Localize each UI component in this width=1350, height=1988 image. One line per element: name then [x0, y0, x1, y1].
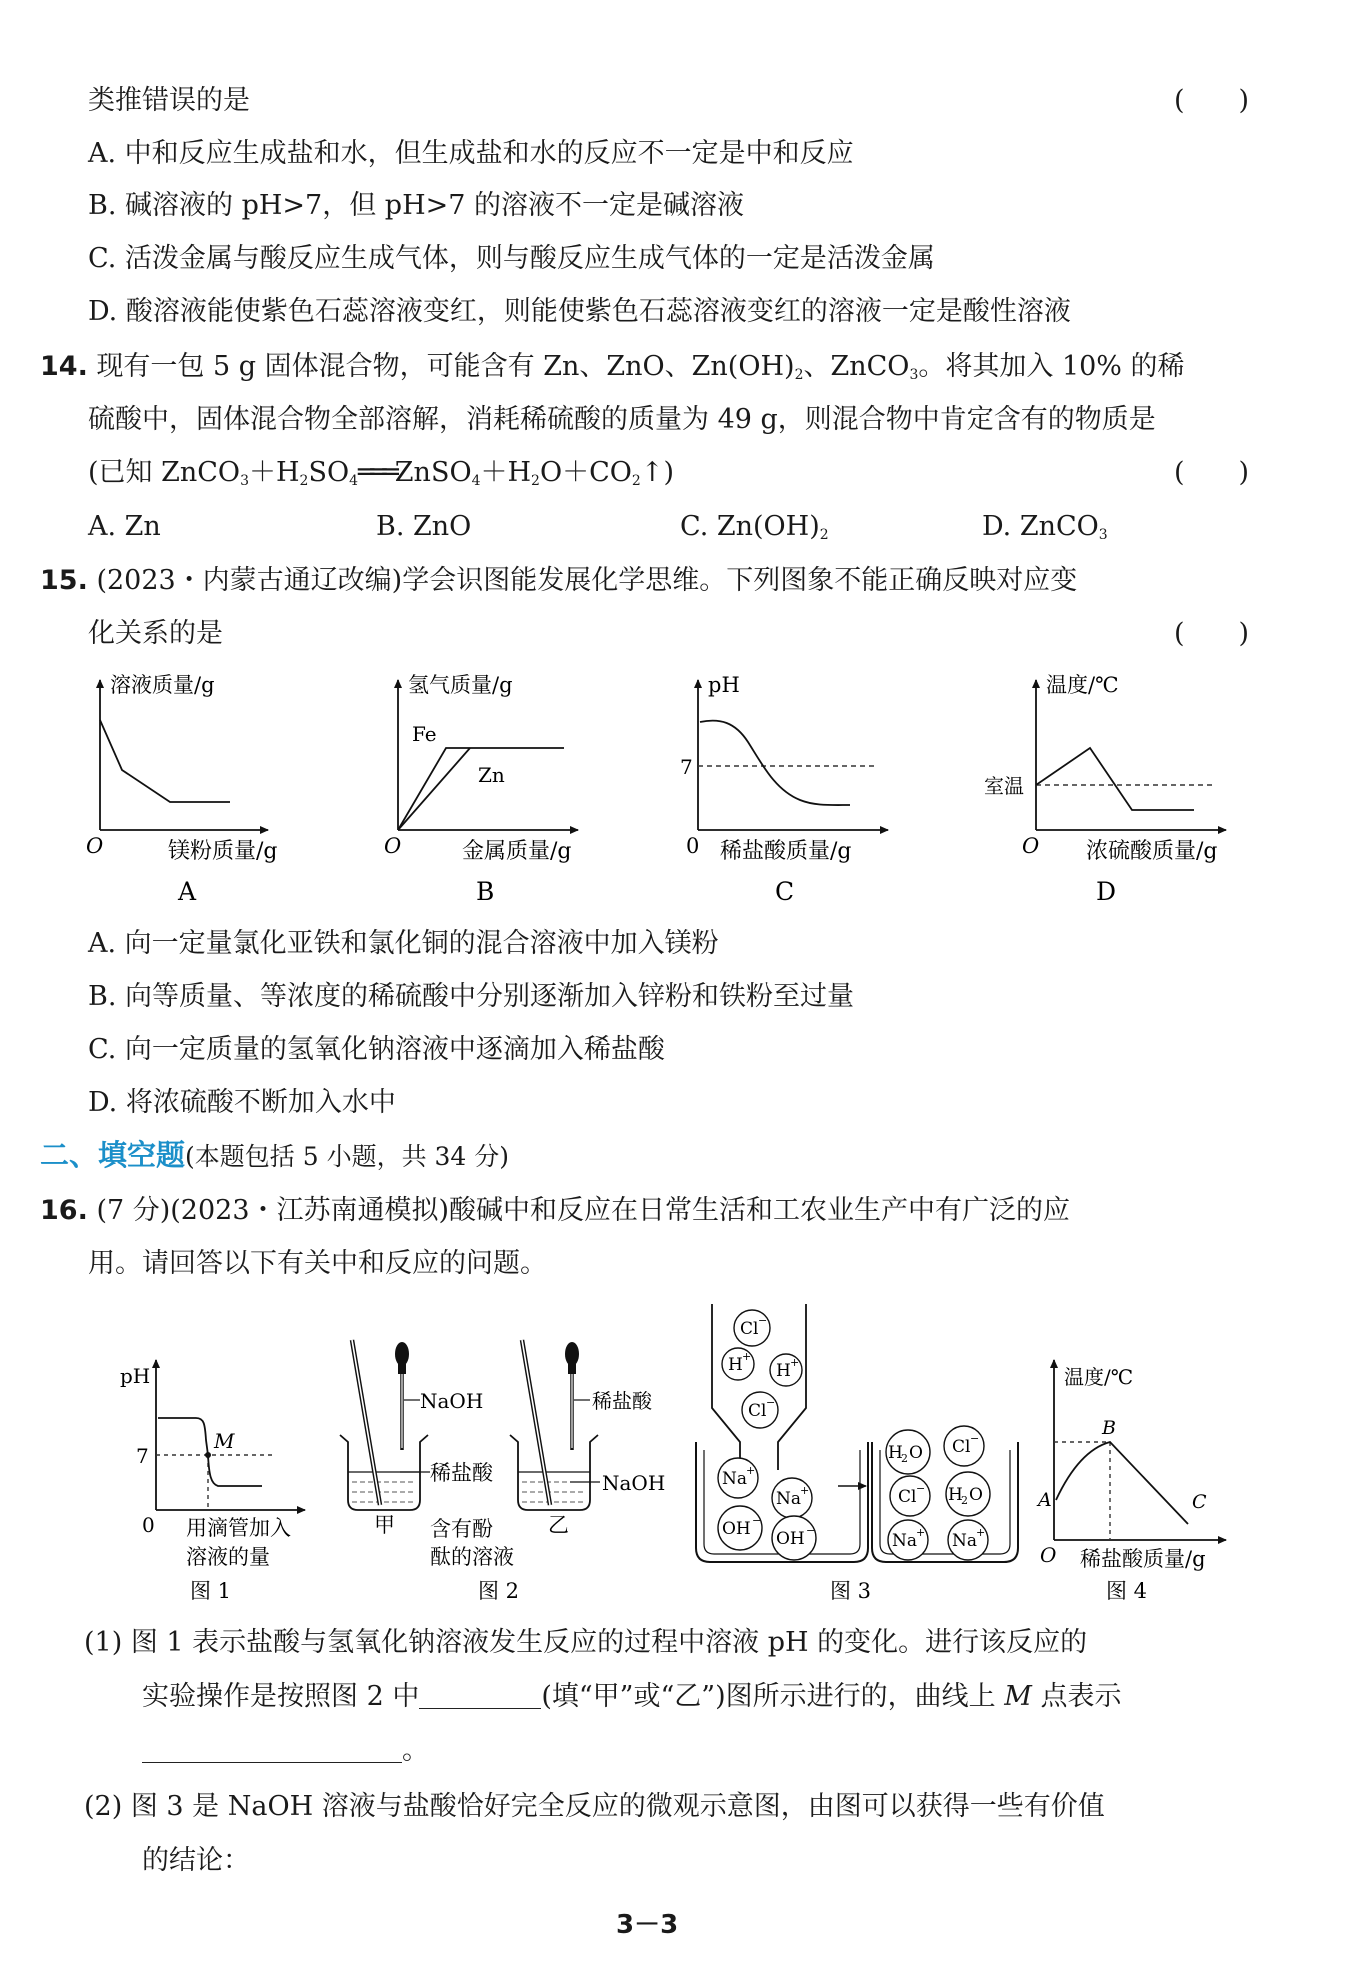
fig3-ion-na-2	[772, 1478, 812, 1518]
svg-text:OH: OH	[776, 1529, 805, 1549]
fig3-ion-cl-2	[742, 1392, 778, 1428]
q16-sub1-line3: 。	[142, 1734, 429, 1768]
fig3-na-2	[948, 1520, 988, 1560]
graph-b	[384, 673, 578, 906]
q16-sub2-line2: 的结论：	[142, 1845, 250, 1876]
fig4-curve	[1056, 1442, 1188, 1524]
svg-text:Cl: Cl	[898, 1487, 917, 1507]
fig4-point-c: C	[1192, 1491, 1207, 1513]
graph-d-xlabel: 浓硫酸质量/g	[1086, 839, 1218, 864]
graph-d-ylabel: 温度/℃	[1046, 673, 1119, 697]
svg-text:H: H	[728, 1355, 743, 1375]
section-2-heading	[40, 1138, 509, 1174]
q16-line2: 用。请回答以下有关中和反应的问题。	[88, 1248, 547, 1279]
fig2-hcl-label: 稀盐酸	[430, 1461, 493, 1485]
graph-a-caption: A	[178, 877, 197, 906]
graph-c-ylabel: pH	[708, 673, 740, 697]
q14-line1: 14. 现有一包 5 g 固体混合物，可能含有 Zn、ZnO、$Zn(OH)_2$、ZnCO$_3$。将其加入 10% 的稀	[40, 351, 1185, 383]
q13-option-d: D. 酸溶液能使紫色石蕊溶液变红，则能使紫色石蕊溶液变红的溶液一定是酸性溶液	[88, 296, 1071, 327]
graph-a-xlabel: 镁粉质量/g	[168, 839, 278, 864]
graph-b-ylabel: 氢气质量/g	[408, 673, 513, 697]
graph-d-origin: O	[1022, 834, 1040, 858]
fig3-ion-h-1	[722, 1348, 754, 1380]
fig3-cl-1	[944, 1426, 984, 1466]
q15-option-c: C. 向一定质量的氢氧化钠溶液中逐滴加入稀盐酸	[88, 1034, 665, 1065]
fig1-point-m	[205, 1452, 211, 1458]
svg-text:−: −	[916, 1482, 926, 1495]
fig2-naoh-label: NaOH	[420, 1389, 484, 1413]
fig2-yi: 乙	[548, 1513, 569, 1537]
fig4-ylabel: 温度/℃	[1064, 1365, 1134, 1389]
q16-figures	[0, 1300, 1350, 1610]
q16-sub1-line1: (1) 图 1 表示盐酸与氢氧化钠溶液发生反应的过程中溶液 pH 的变化。进行该反应的	[84, 1627, 1088, 1658]
svg-text:Cl: Cl	[748, 1401, 767, 1421]
fig3-ion-na-1	[718, 1458, 758, 1498]
q13-answer-paren: ( )	[1174, 85, 1250, 116]
svg-text:2: 2	[961, 1494, 968, 1507]
fig3	[696, 1304, 1018, 1603]
graph-a-ylabel: 溶液质量/g	[110, 673, 215, 697]
fig1-xlabel-2: 溶液的量	[186, 1545, 270, 1569]
svg-text:−: −	[752, 1514, 762, 1527]
fig1-origin: 0	[142, 1513, 155, 1537]
svg-text:OH: OH	[722, 1519, 751, 1539]
fig3-ion-cl-1	[734, 1310, 770, 1346]
fig3-caption: 图 3	[830, 1579, 872, 1603]
svg-text:Na: Na	[722, 1469, 748, 1489]
graph-b-fe-line	[398, 748, 564, 830]
svg-text:H: H	[776, 1361, 791, 1381]
svg-text:+: +	[790, 1356, 800, 1369]
fig3-h2o-2	[946, 1472, 990, 1516]
svg-text:Na: Na	[776, 1489, 802, 1509]
q15-number: 15.	[40, 565, 88, 596]
fig3-ion-h-2	[770, 1354, 802, 1386]
q14-answer-paren: ( )	[1174, 457, 1250, 488]
svg-text:+: +	[916, 1526, 926, 1539]
graph-c-origin: 0	[686, 834, 700, 858]
graph-d-tick-room: 室温	[984, 774, 1024, 798]
fig1-m-label: M	[214, 1429, 235, 1453]
q15-line2: 化关系的是	[88, 618, 223, 649]
graph-b-caption: B	[476, 877, 495, 906]
fig2	[340, 1340, 665, 1603]
q14-number: 14.	[40, 351, 88, 382]
fig4-xlabel: 稀盐酸质量/g	[1080, 1547, 1206, 1571]
q16-sub2-line1: (2) 图 3 是 NaOH 溶液与盐酸恰好完全反应的微观示意图，由图可以获得一些有价值	[84, 1791, 1105, 1822]
section-2-title: 二、填空题	[40, 1138, 186, 1172]
graph-a-curve	[100, 720, 230, 802]
q13-stem-tail: 类推错误的是	[88, 85, 250, 116]
q15-option-d: D. 将浓硫酸不断加入水中	[88, 1087, 396, 1118]
svg-text:O: O	[909, 1443, 923, 1463]
fig3-ion-oh-1	[718, 1506, 762, 1550]
fig1-ylabel: pH	[120, 1364, 151, 1388]
q15-line1: 15. (2023・内蒙古通辽改编)学会识图能发展化学思维。下列图象不能正确反映对应变	[40, 565, 1078, 596]
fig1-xlabel-1: 用滴管加入	[186, 1516, 291, 1540]
graph-a	[86, 673, 278, 906]
graph-b-fe-label: Fe	[412, 722, 437, 746]
q16-sub1-line2: 实验操作是按照图 2 中 (填“甲”或“乙”)图所示进行的，曲线上 M 点表示	[142, 1681, 1122, 1712]
graph-a-origin: O	[86, 834, 104, 858]
svg-text:+: +	[746, 1464, 756, 1477]
svg-text:H: H	[888, 1443, 903, 1463]
fig4-origin: O	[1040, 1543, 1057, 1567]
svg-text:+: +	[742, 1350, 752, 1363]
q14-equation: (已知 $ZnCO_3+H_2SO_4═══ZnSO_4+H_2O+CO_2↑$)	[88, 457, 674, 489]
fig2-mid-1: 含有酚	[430, 1517, 493, 1541]
fig2-mid-2: 酞的溶液	[430, 1545, 514, 1569]
fig2-jia: 甲	[374, 1513, 395, 1537]
graph-c-xlabel: 稀盐酸质量/g	[720, 839, 852, 864]
graph-c-tick7: 7	[680, 755, 693, 779]
graph-d-curve	[1036, 748, 1194, 810]
answer-blank-1[interactable]	[419, 1682, 541, 1709]
q13-option-a: A. 中和反应生成盐和水，但生成盐和水的反应不一定是中和反应	[88, 138, 854, 169]
svg-text:+: +	[976, 1526, 986, 1539]
q15-option-b: B. 向等质量、等浓度的稀硫酸中分别逐渐加入锌粉和铁粉至过量	[88, 981, 855, 1012]
answer-blank-2[interactable]	[142, 1736, 402, 1763]
svg-text:H: H	[948, 1485, 963, 1505]
graph-c-curve	[700, 721, 850, 805]
fig2-beaker-jia	[340, 1340, 430, 1510]
fig2-caption: 图 2	[478, 1579, 520, 1603]
svg-text:2: 2	[901, 1452, 908, 1465]
svg-text:Cl: Cl	[952, 1437, 971, 1457]
q15-graphs	[0, 660, 1350, 920]
q13-option-c: C. 活泼金属与酸反应生成气体，则与酸反应生成气体的一定是活泼金属	[88, 243, 935, 274]
q16-number: 16.	[40, 1195, 88, 1226]
fig4-point-a: A	[1038, 1489, 1052, 1511]
q14-option-a: A. Zn	[88, 511, 161, 542]
graph-d	[984, 673, 1226, 906]
graph-d-caption: D	[1096, 877, 1117, 906]
fig3-cl-2	[890, 1476, 930, 1516]
fig4-point-b: B	[1102, 1417, 1116, 1439]
svg-text:−: −	[806, 1524, 816, 1537]
q14-option-b: B. ZnO	[376, 511, 472, 542]
q15-answer-paren: ( )	[1174, 618, 1250, 649]
q14-option-d: D. ZnCO$_3$	[982, 511, 1108, 543]
q14-line2: 硫酸中，固体混合物全部溶解，消耗稀硫酸的质量为 49 g，则混合物中肯定含有的物质是	[88, 404, 1156, 435]
svg-text:+: +	[800, 1484, 810, 1497]
fig2-beaker-yi	[510, 1340, 600, 1510]
fig2-hcl-label-2: 稀盐酸	[592, 1389, 652, 1413]
q15-option-a: A. 向一定量氯化亚铁和氯化铜的混合溶液中加入镁粉	[88, 928, 719, 959]
svg-text:Cl: Cl	[740, 1319, 759, 1339]
svg-text:Na: Na	[892, 1531, 918, 1551]
q14-option-c: C. $Zn(OH)_2$	[680, 511, 829, 543]
section-2-subtitle: (本题包括 5 小题，共 34 分)	[185, 1142, 510, 1171]
svg-text:Na: Na	[952, 1531, 978, 1551]
graph-c-caption: C	[775, 877, 795, 906]
graph-b-origin: O	[384, 834, 402, 858]
fig4	[1036, 1360, 1226, 1603]
graph-b-zn-label: Zn	[478, 763, 505, 787]
page-number: 3－3	[616, 1910, 679, 1940]
graph-c	[680, 673, 888, 906]
fig3-h2o-1	[886, 1430, 930, 1474]
fig2-naoh-label-2: NaOH	[602, 1471, 666, 1495]
fig1-tick7: 7	[136, 1444, 149, 1468]
fig1-curve	[158, 1418, 262, 1486]
fig1	[120, 1360, 305, 1603]
graph-b-zn-line	[398, 748, 470, 830]
q13-option-b: B. 碱溶液的 pH>7，但 pH>7 的溶液不一定是碱溶液	[88, 190, 745, 221]
fig1-caption: 图 1	[190, 1579, 232, 1603]
svg-text:O: O	[969, 1485, 983, 1505]
fig3-na-1	[888, 1520, 928, 1560]
svg-text:−: −	[766, 1396, 776, 1409]
fig4-caption: 图 4	[1106, 1579, 1148, 1603]
q16-line1: 16. (7 分)(2023・江苏南通模拟)酸碱中和反应在日常生活和工农业生产中有广泛的应	[40, 1195, 1071, 1226]
svg-text:−: −	[758, 1314, 768, 1327]
svg-text:−: −	[970, 1432, 980, 1445]
fig3-ion-oh-2	[772, 1516, 816, 1560]
graph-b-xlabel: 金属质量/g	[462, 839, 572, 864]
